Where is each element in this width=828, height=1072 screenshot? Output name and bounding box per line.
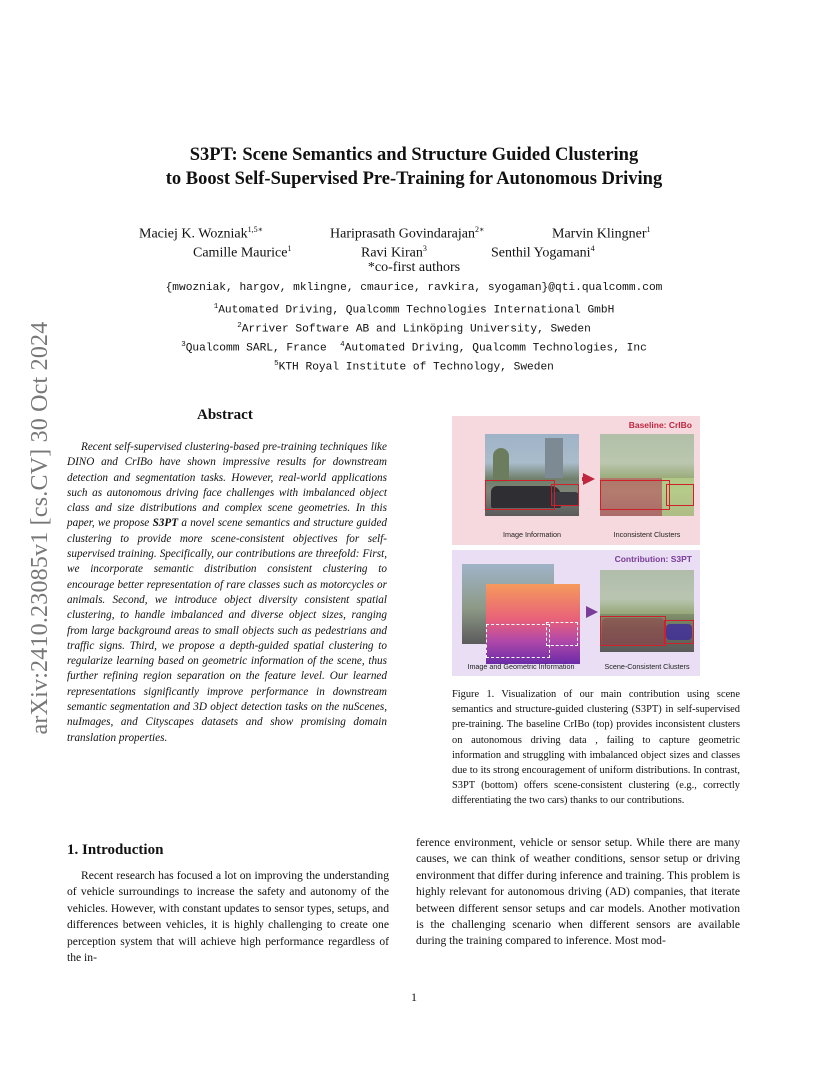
author-emails: {mwozniak, hargov, mklingne, cmaurice, ravkira, syogaman}@qti.qualcomm.com xyxy=(165,282,663,294)
title-line-2: to Boost Self-Supervised Pre-Training for Autonomous Driving xyxy=(165,169,663,189)
affil-sup: 5 xyxy=(274,360,279,368)
affiliation-5 xyxy=(0,355,828,378)
affil-text: Arriver Software AB and Linköping University, Sweden xyxy=(241,323,591,336)
author-affil: 1 xyxy=(646,225,651,234)
title-line-1: S3PT: Scene Semantics and Structure Guided Clustering xyxy=(189,145,639,165)
depth-image xyxy=(462,564,580,664)
street-photo xyxy=(485,434,579,516)
affil-sup: 2 xyxy=(237,322,242,330)
author-affil: 2∗ xyxy=(475,225,485,234)
contribution-panel xyxy=(452,550,700,676)
author-name: Maciej K. Wozniak xyxy=(139,226,248,242)
contribution-tag: Contribution: S3PT xyxy=(614,554,692,564)
abstract-heading: Abstract xyxy=(197,407,253,423)
abstract-method-name: S3PT xyxy=(152,517,179,530)
author-name: Ravi Kiran xyxy=(361,245,423,261)
arxiv-stamp: arXiv:2410.23085v1 [cs.CV] 30 Oct 2024 xyxy=(27,321,53,735)
abstract-body xyxy=(67,440,387,746)
author-name: Camille Maurice xyxy=(193,245,288,261)
baseline-tag: Baseline: CrIBo xyxy=(628,420,692,430)
author-name: Marvin Klingner xyxy=(552,226,647,242)
affil-sup: 4 xyxy=(340,341,345,349)
author-name: Senthil Yogamani xyxy=(491,245,591,261)
baseline-panel xyxy=(452,416,700,545)
author-affil: 4 xyxy=(590,244,595,253)
author-affil: 1 xyxy=(287,244,292,253)
affil-text: Automated Driving, Qualcomm Technologies, Inc xyxy=(344,342,647,355)
arrow-stem xyxy=(582,477,586,481)
abstract-text: Recent self-supervised clustering-based pre-training techniques like DINO and CrIBo have shown impressive results for downstream detection and segmentation tasks. However, real-world applications such as autonomous driving face challenges with imbalanced object class and size distributions and complex scene geometries. In this paper, we propose xyxy=(67,441,387,530)
figure-caption: Figure 1. Visualization of our main contribution using scene semantics and structure-guided clustering (S3PT) in self-supervised pre-training. The baseline CrIBo (top) provides inconsistent clusters on autonomous driving data , failing to capture geometric information and struggling with imbalanced object sizes and classes due to its strong encouragement of uniform distributions. In contrast, S3PT (bottom) offers scene-consistent clustering (e.g., correctly differentiating the two cars) thanks to our contributions. xyxy=(452,689,740,807)
section-heading-introduction: 1. Introduction xyxy=(67,842,164,858)
cofirst-note: *co-first authors xyxy=(367,260,461,275)
affil-sup: 1 xyxy=(213,303,219,311)
affil-text: KTH Royal Institute of Technology, Sweden xyxy=(278,361,554,374)
panel1-left-caption: Image Information xyxy=(503,530,561,539)
intro-paragraph-col1: Recent research has focused a lot on improving the understanding of vehicle surroundings to increase the safety and autonomy of the vehicles. However, with constant updates to sensor types, setups, and differences between vehicles, it is highly challenging to create one perception system that will achieve high performance regardless of the in- xyxy=(67,869,389,965)
panel1-right-caption: Inconsistent Clusters xyxy=(613,530,681,539)
paper-title xyxy=(100,143,728,191)
affil-sup: 3 xyxy=(181,341,186,349)
consistent-clusters-image xyxy=(600,570,694,652)
page-number: 1 xyxy=(411,990,417,1004)
intro-paragraph-col2: ference environment, vehicle or sensor setup. While there are many causes, we can think of weather conditions, sensor setup or driving environment that differ during inference and training. This problem is highly relevant for autonomous driving (AD) companies, that iterate between different sensor setups and car models. Another motivation is the challenging scenario when different sensors are available during the training compared to inference. Most mod- xyxy=(416,836,740,948)
abstract-text: a novel scene semantics and structure guided clustering to provide more scene-consistent objectives for self-supervised training. Specifically, our contributions are threefold: First, we incorporate semantic distribution consistent clustering to encourage better representation of rare classes such as motorcycles or animals. Second, we introduce object diversity consistent spatial clustering, to handle imbalanced and diverse object sizes, ranging from large background areas to small objects such as pedestrians and traffic signs. Third, we propose a depth-guided spatial clustering to regularize learning based on geometric information of the scene, thus further refining region separation on the feature level. Our learned representations significantly improve performance in downstream semantic segmentation and 3D object detection tasks on the nuScenes, nuImages, and Cityscapes datasets and show promising domain translation properties. xyxy=(67,517,388,744)
author-affil: 3 xyxy=(422,244,427,253)
panel2-right-caption: Scene-Consistent Clusters xyxy=(604,662,690,671)
inconsistent-clusters-image xyxy=(600,434,694,516)
panel2-left-caption: Image and Geometric Information xyxy=(467,662,575,671)
arrow-right-icon xyxy=(586,606,598,618)
affil-text: Automated Driving, Qualcomm Technologies International GmbH xyxy=(218,304,615,317)
author-name: Hariprasath Govindarajan xyxy=(330,226,475,242)
author-affil: 1,5∗ xyxy=(247,225,264,234)
figure-1 xyxy=(452,416,700,676)
affil-text: Qualcomm SARL, France xyxy=(185,342,327,355)
